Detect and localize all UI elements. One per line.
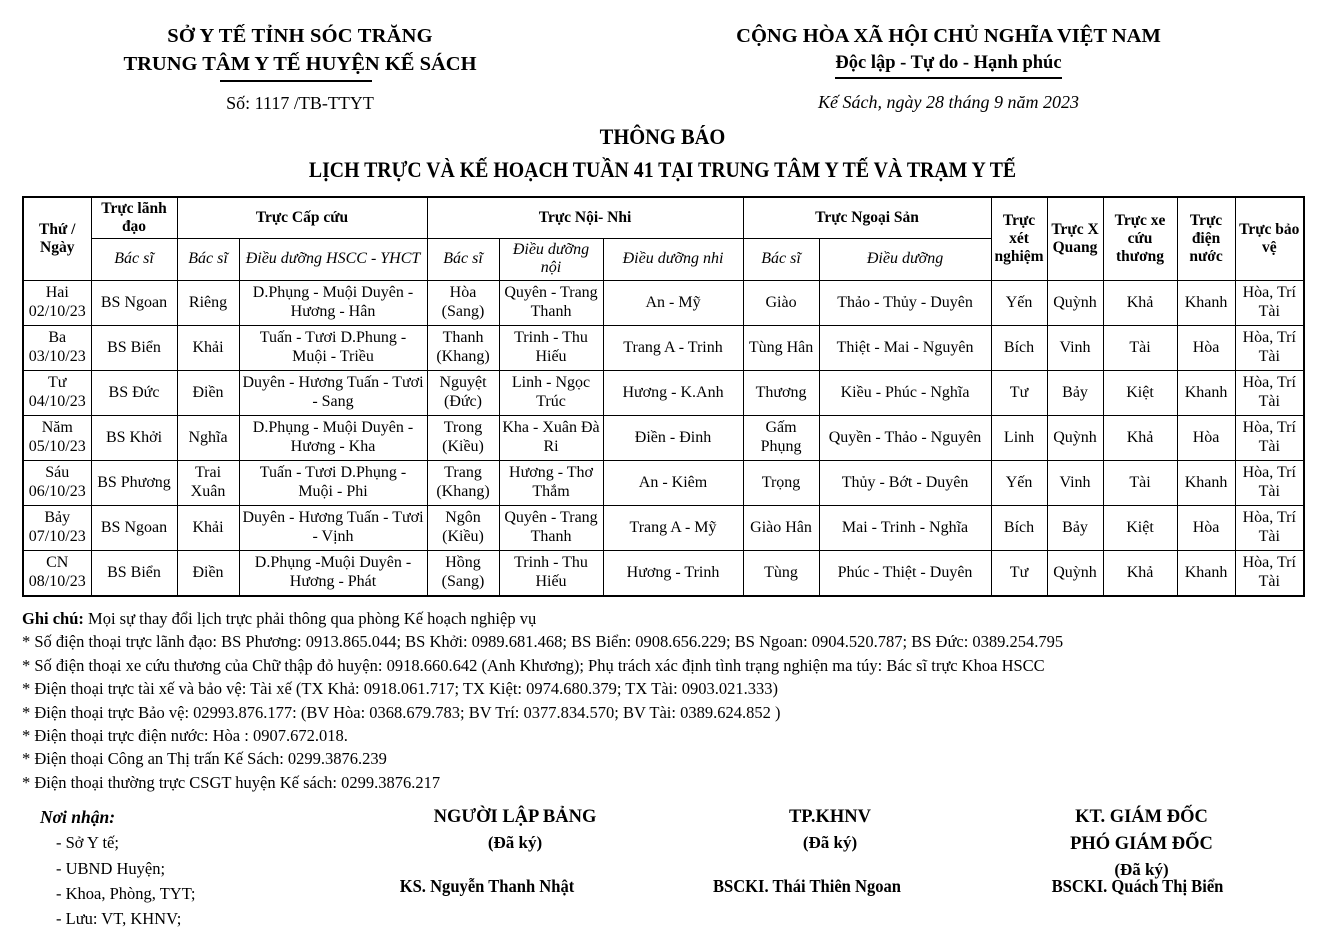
cell-driver: Khả [1103,280,1177,325]
cell-pediatric-nurse: Hương - K.Anh [603,370,743,415]
recipients-title: Nơi nhận: [40,807,116,828]
cell-internal-nurse: Hương - Thơ Thắm [499,460,603,505]
duty-schedule-table [22,196,1305,597]
cell-np-doctor: Thanh (Khang) [427,325,499,370]
cell-pediatric-nurse: Trang A - Trinh [603,325,743,370]
place-and-date: Kế Sách, ngày 28 tháng 9 năm 2023 [818,91,1079,112]
cell-so-nurse: Mai - Trinh - Nghĩa [819,505,991,550]
cell-xray-tech: Vinh [1047,325,1103,370]
note-line: * Điện thoại Công an Thị trấn Kế Sách: 0299.3876.239 [22,749,387,769]
cell-leader-doctor: BS Ngoan [91,280,177,325]
cell-internal-nurse: Linh - Ngọc Trúc [499,370,603,415]
subheader-leader-doctor: Bác sĩ [91,238,177,280]
cell-xray-tech: Quỳnh [1047,415,1103,460]
cell-lab-tech: Bích [991,505,1047,550]
day-date: 07/10/23 [28,527,86,545]
district-medical-center: TRUNG TÂM Y TẾ HUYỆN KẾ SÁCH [123,50,476,81]
cell-xray-tech: Bảy [1047,505,1103,550]
notes-list [22,630,1303,794]
note-line: * Điện thoại trực Bảo vệ: 02993.876.177: (BV Hòa: 0368.679.783; BV Trí: 0377.834.570; BV Tài: 0389.624.852 ) [22,702,781,722]
khnv-title: TP.KHNV [788,807,872,828]
cell-np-doctor: Ngôn (Kiều) [427,505,499,550]
cell-leader-doctor: BS Ngoan [91,505,177,550]
table-row [23,370,1304,415]
note-line: * Số điện thoại trực lãnh đạo: BS Phương: 0913.865.044; BS Khởi: 0989.681.468; BS Biển: 0908.656.229; BS Ngoan: 0904.520.787; BS Đức: 0389.254.795 [22,632,1064,652]
country-name: CỘNG HÒA XÃ HỘI CHỦ NGHĨA VIỆT NAM [736,25,1161,47]
cell-leader-doctor: BS Đức [91,370,177,415]
cell-guard: Hòa, Trí Tài [1235,505,1304,550]
cell-np-doctor: Hòa (Sang) [427,280,499,325]
subheader-so-nurse: Điều dưỡng [819,238,991,280]
cell-internal-nurse: Quyên - Trang Thanh [499,280,603,325]
cell-day [23,505,91,550]
header-security-duty: Trực bảo vệ [1235,197,1304,281]
cell-guard: Hòa, Trí Tài [1235,550,1304,596]
table-row [23,325,1304,370]
cell-pediatric-nurse: Trang A - Mỹ [603,505,743,550]
cell-emergency-nurse: Tuấn - Tươi D.Phụng - Muội - Phi [239,460,427,505]
note-main [22,607,1303,630]
cell-day [23,370,91,415]
director-title-line2: PHÓ GIÁM ĐỐC [1070,834,1213,855]
announcement-title: THÔNG BÁO [599,123,726,149]
cell-driver: Khả [1103,550,1177,596]
cell-day [23,415,91,460]
cell-pediatric-nurse: An - Mỹ [603,280,743,325]
day-name: CN [46,554,69,572]
cell-driver: Kiệt [1103,505,1177,550]
cell-lab-tech: Tư [991,370,1047,415]
cell-so-nurse: Thủy - Bớt - Duyên [819,460,991,505]
cell-np-doctor: Trong (Kiều) [427,415,499,460]
day-date: 03/10/23 [28,347,86,365]
day-date: 06/10/23 [28,482,86,500]
cell-lab-tech: Tư [991,550,1047,596]
note-line: * Điện thoại trực tài xế và bảo vệ: Tài xế (TX Khả: 0918.061.717; TX Kiệt: 0974.680.379; TX Tài: 0903.021.333) [22,679,779,699]
day-date: 04/10/23 [28,392,86,410]
cell-guard: Hòa, Trí Tài [1235,370,1304,415]
cell-so-doctor: Trọng [743,460,819,505]
document-number: Số: 1117 /TB-TTYT [226,92,374,113]
cell-driver: Tài [1103,325,1177,370]
header-day: Thứ / Ngày [23,197,91,281]
subheader-so-doctor: Bác sĩ [743,238,819,280]
subheader-np-doctor: Bác sĩ [427,238,499,280]
cell-driver: Khả [1103,415,1177,460]
day-name: Năm [41,419,73,437]
cell-emergency-nurse: D.Phụng - Muội Duyên - Hương - Kha [239,415,427,460]
cell-np-doctor: Trang (Khang) [427,460,499,505]
table-row [23,550,1304,596]
cell-emergency-nurse: Duyên - Hương Tuấn - Tươi - Sang [239,370,427,415]
subheader-emergency-doctor: Bác sĩ [177,238,239,280]
day-name: Tư [48,374,67,392]
subheader-internal-nurse: Điều dưỡng nội [499,238,603,280]
khnv-block [680,804,980,931]
cell-emergency-doctor: Trai Xuân [177,460,239,505]
cell-so-nurse: Quyền - Thảo - Nguyên [819,415,991,460]
cell-xray-tech: Vinh [1047,460,1103,505]
day-date: 05/10/23 [28,437,86,455]
header-surgery-obstetrics-duty: Trực Ngoại Sản [743,197,991,238]
note-line: * Điện thoại thường trực CSGT huyện Kế sách: 0299.3876.217 [22,772,441,792]
cell-so-doctor: Gấm Phụng [743,415,819,460]
cell-np-doctor: Hồng (Sang) [427,550,499,596]
day-date: 08/10/23 [28,572,86,590]
maker-block [350,804,680,931]
cell-day [23,460,91,505]
cell-emergency-doctor: Điền [177,370,239,415]
cell-ew-tech: Khanh [1177,460,1235,505]
cell-so-doctor: Tùng [743,550,819,596]
header-xray-duty: Trực X Quang [1047,197,1103,281]
group-header-row [23,197,1304,238]
cell-internal-nurse: Trinh - Thu Hiếu [499,550,603,596]
director-title-line1: KT. GIÁM ĐỐC [1075,807,1208,828]
director-signed-note: (Đã ký) [1114,859,1169,879]
cell-emergency-doctor: Riêng [177,280,239,325]
schedule-table-container [22,196,1303,597]
cell-emergency-doctor: Nghĩa [177,415,239,460]
signature-area [0,804,1325,931]
document-header [0,0,1325,115]
recipient-item: - Sở Y tế; [56,833,119,853]
cell-ew-tech: Khanh [1177,370,1235,415]
khnv-signed-note: (Đã ký) [802,833,858,853]
cell-emergency-doctor: Khải [177,325,239,370]
cell-guard: Hòa, Trí Tài [1235,325,1304,370]
table-row [23,280,1304,325]
national-heading-block [600,22,1325,115]
announcement-subtitle: LỊCH TRỰC VÀ KẾ HOẠCH TUẦN 41 TẠI TRUNG TÂM Y TẾ VÀ TRẠM Y TẾ [308,156,1017,182]
cell-lab-tech: Yến [991,460,1047,505]
cell-so-nurse: Thiệt - Mai - Nguyên [819,325,991,370]
cell-xray-tech: Quỳnh [1047,550,1103,596]
cell-so-nurse: Phúc - Thiệt - Duyên [819,550,991,596]
national-motto: Độc lập - Tự do - Hạnh phúc [835,51,1061,79]
maker-name: KS. Nguyễn Thanh Nhật [399,876,575,896]
note-line: * Điện thoại trực điện nước: Hòa : 0907.672.018. [22,725,348,745]
cell-emergency-nurse: D.Phụng -Muội Duyên - Hương - Phát [239,550,427,596]
cell-emergency-doctor: Điền [177,550,239,596]
title-underline [220,80,372,82]
table-row [23,415,1304,460]
cell-emergency-nurse: Duyên - Hương Tuấn - Tươi - Vịnh [239,505,427,550]
cell-so-doctor: Giào Hân [743,505,819,550]
header-electric-water-duty: Trực điện nước [1177,197,1235,281]
cell-leader-doctor: BS Khởi [91,415,177,460]
table-row [23,460,1304,505]
recipient-item: - Khoa, Phòng, TYT; [56,883,196,903]
note-line: * Số điện thoại xe cứu thương của Chữ thập đỏ huyện: 0918.660.642 (Anh Khương); Phụ trách xác định tình trạng nghiện ma túy: Bác sĩ trực Khoa HSCC [22,655,1045,675]
day-name: Hai [45,284,69,302]
khnv-name: BSCKI. Thái Thiên Ngoan [712,876,902,896]
header-internal-pediatric-duty: Trực Nội- Nhi [427,197,743,238]
cell-np-doctor: Nguyệt (Đức) [427,370,499,415]
cell-xray-tech: Quỳnh [1047,280,1103,325]
cell-pediatric-nurse: An - Kiêm [603,460,743,505]
header-leader-duty: Trực lãnh đạo [91,197,177,238]
cell-so-doctor: Tùng Hân [743,325,819,370]
issuing-organization-block [0,22,600,115]
header-lab-duty: Trực xét nghiệm [991,197,1047,281]
subheader-emergency-nurse: Điều dưỡng HSCC - YHCT [239,238,427,280]
cell-leader-doctor: BS Biển [91,550,177,596]
table-header [23,197,1304,281]
cell-so-nurse: Kiều - Phúc - Nghĩa [819,370,991,415]
cell-lab-tech: Bích [991,325,1047,370]
day-name: Ba [48,329,67,347]
cell-internal-nurse: Quyên - Trang Thanh [499,505,603,550]
cell-ew-tech: Khanh [1177,280,1235,325]
day-date: 02/10/23 [28,302,86,320]
document-title-block [0,123,1325,184]
cell-ew-tech: Hòa [1177,325,1235,370]
maker-signed-note: (Đã ký) [487,833,543,853]
notes-section [22,607,1303,794]
cell-leader-doctor: BS Phương [91,460,177,505]
cell-emergency-doctor: Khải [177,505,239,550]
cell-driver: Tài [1103,460,1177,505]
cell-driver: Kiệt [1103,370,1177,415]
recipients-block [22,804,350,931]
cell-day [23,550,91,596]
signature-names-row [0,876,1325,897]
cell-guard: Hòa, Trí Tài [1235,280,1304,325]
cell-ew-tech: Hòa [1177,415,1235,460]
table-body [23,280,1304,596]
director-name: BSCKI. Quách Thị Biển [1051,876,1224,896]
recipient-item: - Lưu: VT, KHNV; [56,908,182,928]
cell-so-doctor: Thương [743,370,819,415]
cell-internal-nurse: Kha - Xuân Đà Ri [499,415,603,460]
cell-emergency-nurse: D.Phụng - Muội Duyên - Hương - Hân [239,280,427,325]
header-emergency-duty: Trực Cấp cứu [177,197,427,238]
recipient-item: - UBND Huyện; [56,858,166,878]
cell-xray-tech: Bảy [1047,370,1103,415]
day-name: Sáu [45,464,70,482]
cell-pediatric-nurse: Hương - Trinh [603,550,743,596]
cell-guard: Hòa, Trí Tài [1235,415,1304,460]
motto-underline [835,77,1061,79]
director-block [980,804,1303,931]
notes-main-text: Mọi sự thay đổi lịch trực phải thông qua phòng Kế hoạch nghiệp vụ [83,608,537,628]
cell-day [23,325,91,370]
notes-label: Ghi chú: [22,608,84,628]
cell-emergency-nurse: Tuấn - Tươi D.Phung - Muội - Triều [239,325,427,370]
header-ambulance-duty: Trực xe cứu thương [1103,197,1177,281]
cell-leader-doctor: BS Biển [91,325,177,370]
cell-so-nurse: Thảo - Thủy - Duyên [819,280,991,325]
cell-pediatric-nurse: Điền - Đinh [603,415,743,460]
cell-internal-nurse: Trinh - Thu Hiếu [499,325,603,370]
cell-lab-tech: Yến [991,280,1047,325]
day-name: Bảy [44,509,71,527]
subheader-pediatric-nurse: Điều dưỡng nhi [603,238,743,280]
cell-guard: Hòa, Trí Tài [1235,460,1304,505]
cell-day [23,280,91,325]
table-row [23,505,1304,550]
cell-ew-tech: Hòa [1177,505,1235,550]
province-health-department: SỞ Y TẾ TỈNH SÓC TRĂNG [167,25,433,47]
maker-title: NGƯỜI LẬP BẢNG [433,807,597,828]
cell-so-doctor: Giào [743,280,819,325]
cell-ew-tech: Khanh [1177,550,1235,596]
cell-lab-tech: Linh [991,415,1047,460]
